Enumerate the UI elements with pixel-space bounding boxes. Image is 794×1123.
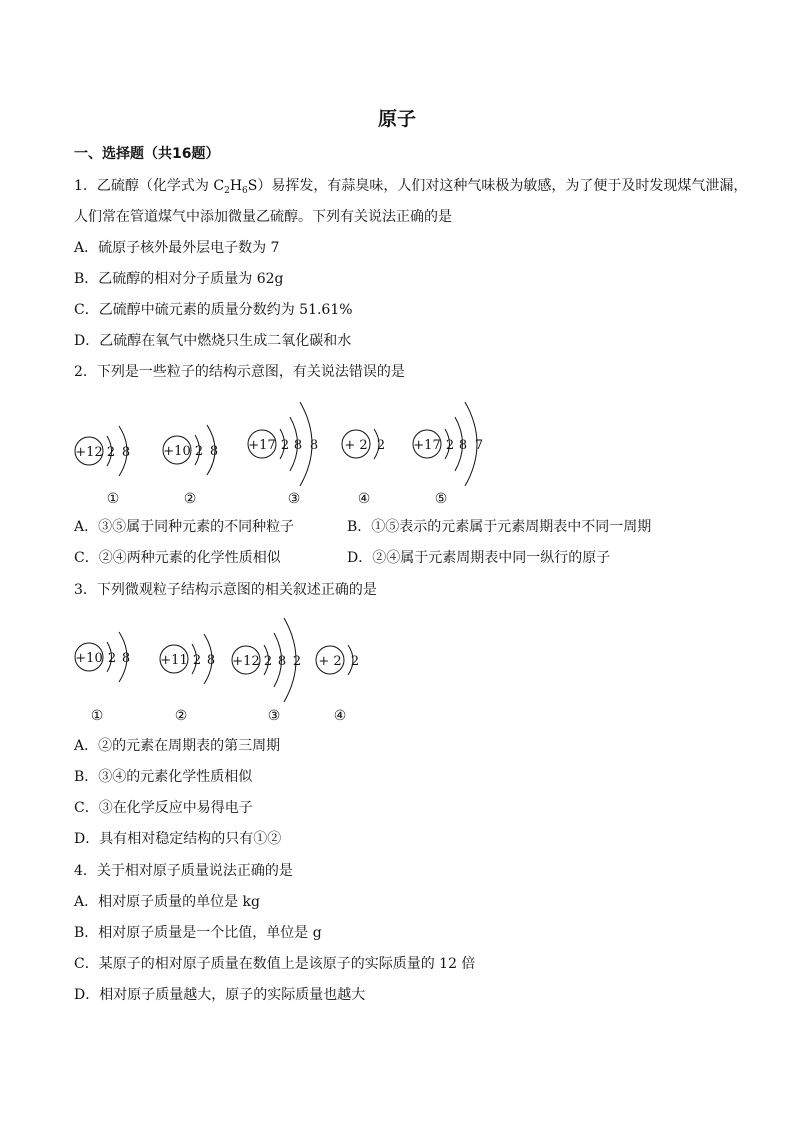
q4-option-b: B．相对原子质量是一个比值，单位是 g — [74, 925, 322, 941]
q3-option-d: D．具有相对稳定结构的只有①② — [74, 831, 282, 847]
particle-label: ④ — [333, 708, 347, 724]
shell-electrons: 2 — [106, 445, 116, 460]
shell-electrons: 8 — [309, 438, 319, 453]
shell-electrons: 8 — [458, 438, 468, 453]
q2-particle-4-diagram — [342, 429, 385, 507]
shell-electrons: 2 — [445, 438, 455, 453]
particle-label: ③ — [287, 491, 301, 507]
shell-electrons: 7 — [474, 438, 484, 453]
particle-label: ① — [90, 708, 104, 724]
particle-label: ② — [183, 491, 197, 507]
q1-stem-line2: 人们常在管道煤气中添加微量乙硫醇。下列有关说法正确的是 — [74, 209, 452, 225]
particle-label: ② — [174, 708, 188, 724]
shell-electrons: 2 — [107, 651, 117, 666]
nucleus-charge: + 2 — [318, 654, 342, 669]
q1-option-b: B．乙硫醇的相对分子质量为 62g — [74, 271, 284, 287]
shell-electrons: 2 — [280, 438, 290, 453]
q3-particle-3-diagram — [232, 618, 301, 724]
shell-electrons: 2 — [292, 654, 302, 669]
particle-label: ③ — [267, 708, 281, 724]
nucleus-charge: +10 — [75, 651, 103, 666]
q2-particle-1-diagram — [75, 426, 130, 507]
section-heading: 一、选择题（共16题） — [74, 146, 220, 162]
q3-stem: 3．下列微观粒子结构示意图的相关叙述正确的是 — [74, 582, 377, 598]
nucleus-charge: +17 — [413, 438, 441, 453]
nucleus-charge: +11 — [160, 653, 188, 668]
q1-stem-line1: 1．乙硫醇（化学式为 $C_2H_6S$）易挥发，有蒜臭味，人们对这种气味极为敏感，为了便于及时发现煤气泄漏， — [74, 178, 748, 196]
shell-electrons: 8 — [293, 438, 303, 453]
q4-option-c: C．某原子的相对原子质量在数值上是该原子的实际质量的 12 倍 — [74, 956, 476, 972]
shell-electrons: 2 — [194, 444, 204, 459]
shell-electrons: 8 — [209, 444, 219, 459]
nucleus-charge: +17 — [248, 438, 276, 453]
q2-option-c: C．②④两种元素的化学性质相似 — [74, 550, 281, 566]
q3-option-b: B．③④的元素化学性质相似 — [74, 769, 253, 785]
particle-label: ④ — [357, 491, 371, 507]
q1-option-c: C．乙硫醇中硫元素的质量分数约为 51.61% — [74, 302, 353, 318]
shell-electrons: 8 — [121, 445, 131, 460]
q1-option-a: A．硫原子核外最外层电子数为 7 — [74, 240, 280, 256]
q4-option-a: A．相对原子质量的单位是 kg — [74, 894, 261, 910]
nucleus-charge: +10 — [163, 444, 191, 459]
particle-label: ⑤ — [434, 491, 448, 507]
nucleus-charge: +12 — [232, 654, 260, 669]
nucleus-charge: + 2 — [344, 438, 368, 453]
q4-stem: 4．关于相对原子质量说法正确的是 — [74, 863, 293, 879]
q2-option-d: D．②④属于元素周期表中同一纵行的原子 — [347, 550, 611, 566]
shell-electrons: 2 — [263, 654, 273, 669]
q2-particle-5-diagram — [413, 402, 483, 507]
q3-particle-1-diagram — [75, 632, 130, 724]
q3-option-a: A．②的元素在周期表的第三周期 — [74, 738, 281, 754]
nucleus-charge: +12 — [75, 445, 103, 460]
shell-electrons: 8 — [206, 653, 216, 668]
q2-option-a: A．③⑤属于同种元素的不同种粒子 — [74, 519, 295, 535]
q2-particle-3-diagram — [248, 402, 318, 507]
page-title: 原子 — [377, 108, 416, 130]
shell-electrons: 2 — [192, 653, 202, 668]
q3-option-c: C．③在化学反应中易得电子 — [74, 800, 253, 816]
q2-option-b: B．①⑤表示的元素属于元素周期表中不同一周期 — [347, 519, 652, 535]
q2-particle-2-diagram — [163, 425, 218, 507]
particle-label: ① — [106, 491, 120, 507]
shell-electrons: 2 — [376, 438, 386, 453]
q3-particle-2-diagram — [160, 634, 215, 724]
q3-particle-4-diagram — [316, 645, 359, 724]
shell-electrons: 8 — [277, 654, 287, 669]
q1-option-d: D．乙硫醇在氧气中燃烧只生成二氧化碳和水 — [74, 333, 352, 349]
shell-electrons: 2 — [350, 654, 360, 669]
q4-option-d: D．相对原子质量越大，原子的实际质量也越大 — [74, 987, 366, 1003]
shell-electrons: 8 — [121, 651, 131, 666]
q2-stem: 2．下列是一些粒子的结构示意图，有关说法错误的是 — [74, 364, 405, 380]
